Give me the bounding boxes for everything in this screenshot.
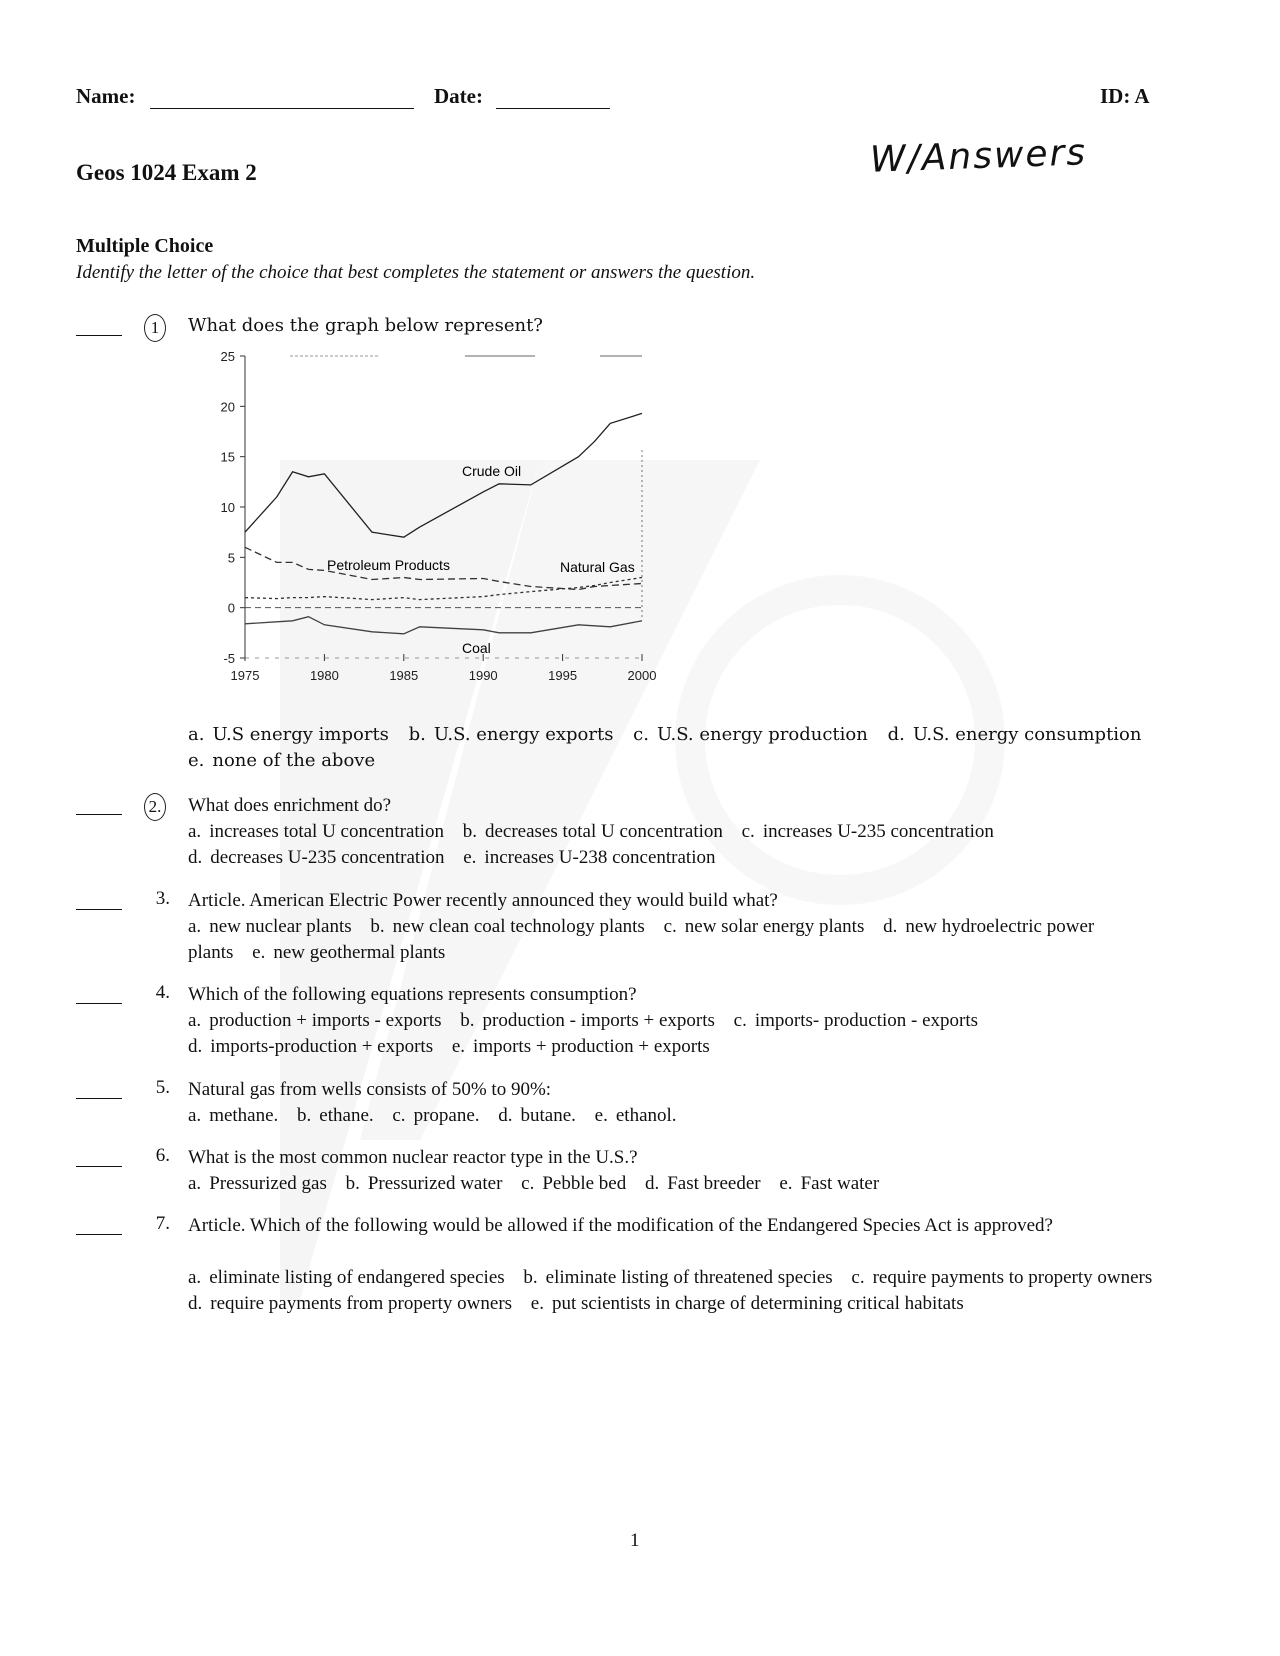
choice-1d[interactable]: d. U.S. energy consumption [887, 724, 1142, 745]
choice-3b[interactable]: b. new clean coal technology plants [370, 916, 645, 937]
answer-blank-5[interactable] [76, 1098, 122, 1099]
question-text-6: What is the most common nuclear reactor type in the U.S.? [188, 1147, 638, 1168]
choice-1b[interactable]: b. U.S. energy exports [408, 724, 614, 745]
question-text-5: Natural gas from wells consists of 50% to 90%: [188, 1079, 552, 1100]
date-label: Date: [434, 84, 483, 108]
chart-y-ticks [221, 350, 245, 666]
question-number-2: 2. [144, 793, 166, 821]
choice-3a[interactable]: a. new nuclear plants [188, 916, 352, 937]
question-number-3: 3. [155, 888, 170, 909]
choice-2e[interactable]: e. increases U-238 concentration [463, 847, 716, 868]
choice-5e[interactable]: e. ethanol. [594, 1105, 677, 1126]
answer-blank-1[interactable] [76, 335, 122, 336]
choice-6e[interactable]: e. Fast water [779, 1173, 880, 1194]
x-tick-label: 1980 [309, 668, 339, 683]
answer-blank-2[interactable] [76, 814, 122, 815]
choice-7e[interactable]: e. put scientists in charge of determining critical habitats [530, 1293, 964, 1314]
choices-6 [188, 1171, 1188, 1197]
choice-4a[interactable]: a. production + imports - exports [188, 1010, 442, 1031]
series-line-crude-oil [245, 413, 642, 537]
choices-3 [188, 914, 1098, 966]
question-text-3: Article. American Electric Power recently announced they would build what? [188, 890, 778, 911]
question-number-5: 5. [155, 1077, 170, 1098]
chart-series [245, 413, 642, 633]
y-tick-label: 20 [220, 399, 235, 415]
question-text-7: Article. Which of the following would be allowed if the modification of the Endangered Species Act is approved? [188, 1215, 1053, 1236]
question-number-6: 6. [155, 1145, 170, 1166]
x-tick-label: 1990 [468, 668, 498, 683]
choice-4b[interactable]: b. production - imports + exports [460, 1010, 715, 1031]
choice-1e[interactable]: e. none of the above [188, 750, 376, 771]
choice-7d[interactable]: d. require payments from property owners [188, 1293, 513, 1314]
choice-5c[interactable]: c. propane. [392, 1105, 480, 1126]
choice-1a[interactable]: a. U.S energy imports [188, 724, 389, 745]
x-tick-label: 2000 [627, 668, 657, 683]
name-field[interactable] [150, 86, 414, 109]
question-number-1: 1 [144, 314, 166, 342]
answer-blank-4[interactable] [76, 1003, 122, 1004]
y-tick-label: 25 [220, 350, 235, 364]
y-tick-label: -5 [223, 651, 235, 666]
y-tick-label: 15 [220, 449, 235, 465]
x-tick-label: 1975 [230, 668, 260, 683]
choice-3e[interactable]: e. new geothermal plants [252, 942, 446, 963]
page-number: 1 [630, 1530, 640, 1551]
choice-2b[interactable]: b. decreases total U concentration [462, 821, 723, 842]
exam-title: Geos 1024 Exam 2 [76, 160, 257, 185]
choice-6a[interactable]: a. Pressurized gas [188, 1173, 327, 1194]
choices-1 [188, 722, 1188, 774]
choices-7 [188, 1265, 1178, 1317]
answer-blank-6[interactable] [76, 1166, 122, 1167]
y-tick-label: 5 [227, 550, 235, 566]
chart-grid [245, 356, 642, 658]
choice-4c[interactable]: c. imports- production - exports [733, 1010, 979, 1031]
series-label-coal: Coal [462, 640, 491, 656]
series-label-petroleum-products: Petroleum Products [327, 557, 450, 573]
name-label: Name: [76, 84, 136, 108]
choice-2a[interactable]: a. increases total U concentration [188, 821, 444, 842]
section-instructions: Identify the letter of the choice that best completes the statement or answers the question. [76, 262, 756, 283]
choice-3c[interactable]: c. new solar energy plants [663, 916, 865, 937]
chart-x-ticks [231, 654, 657, 683]
choices-2 [188, 819, 1188, 871]
choices-5 [188, 1103, 1188, 1129]
question-text-1: What does the graph below represent? [188, 315, 543, 336]
question-text-4: Which of the following equations represents consumption? [188, 984, 637, 1005]
question-number-7: 7. [155, 1213, 170, 1234]
choice-1c[interactable]: c. U.S. energy production [633, 724, 868, 745]
choice-6b[interactable]: b. Pressurized water [345, 1173, 503, 1194]
handwritten-note: W/Answers [869, 132, 1088, 181]
choice-5a[interactable]: a. methane. [188, 1105, 279, 1126]
choice-3d[interactable]: d. new hydroelectric power plants [188, 916, 1095, 963]
choice-4d[interactable]: d. imports-production + exports [188, 1036, 434, 1057]
choice-7a[interactable]: a. eliminate listing of endangered species [188, 1267, 505, 1288]
choice-7c[interactable]: c. require payments to property owners [851, 1267, 1153, 1288]
answer-blank-3[interactable] [76, 909, 122, 910]
y-tick-label: 0 [227, 600, 235, 616]
choice-5d[interactable]: d. butane. [498, 1105, 576, 1126]
section-title: Multiple Choice [76, 235, 214, 257]
series-label-crude-oil: Crude Oil [462, 463, 522, 479]
x-tick-label: 1985 [389, 668, 419, 683]
choice-6d[interactable]: d. Fast breeder [644, 1173, 761, 1194]
choice-6c[interactable]: c. Pebble bed [521, 1173, 627, 1194]
choice-2c[interactable]: c. increases U-235 concentration [741, 821, 994, 842]
question-number-4: 4. [155, 982, 170, 1003]
choice-7b[interactable]: b. eliminate listing of threatened species [523, 1267, 833, 1288]
series-label-natural-gas: Natural Gas [560, 559, 635, 575]
choices-4 [188, 1008, 1188, 1060]
choice-5b[interactable]: b. ethane. [297, 1105, 374, 1126]
answer-blank-7[interactable] [76, 1234, 122, 1235]
x-tick-label: 1995 [548, 668, 578, 683]
date-field[interactable] [496, 86, 610, 109]
exam-id: ID: A [1100, 84, 1150, 108]
question-text-2: What does enrichment do? [188, 795, 392, 816]
choice-4e[interactable]: e. imports + production + exports [451, 1036, 710, 1057]
energy-chart [200, 350, 700, 720]
choice-2d[interactable]: d. decreases U-235 concentration [188, 847, 445, 868]
y-tick-label: 10 [220, 500, 235, 515]
series-line-coal [245, 617, 642, 634]
